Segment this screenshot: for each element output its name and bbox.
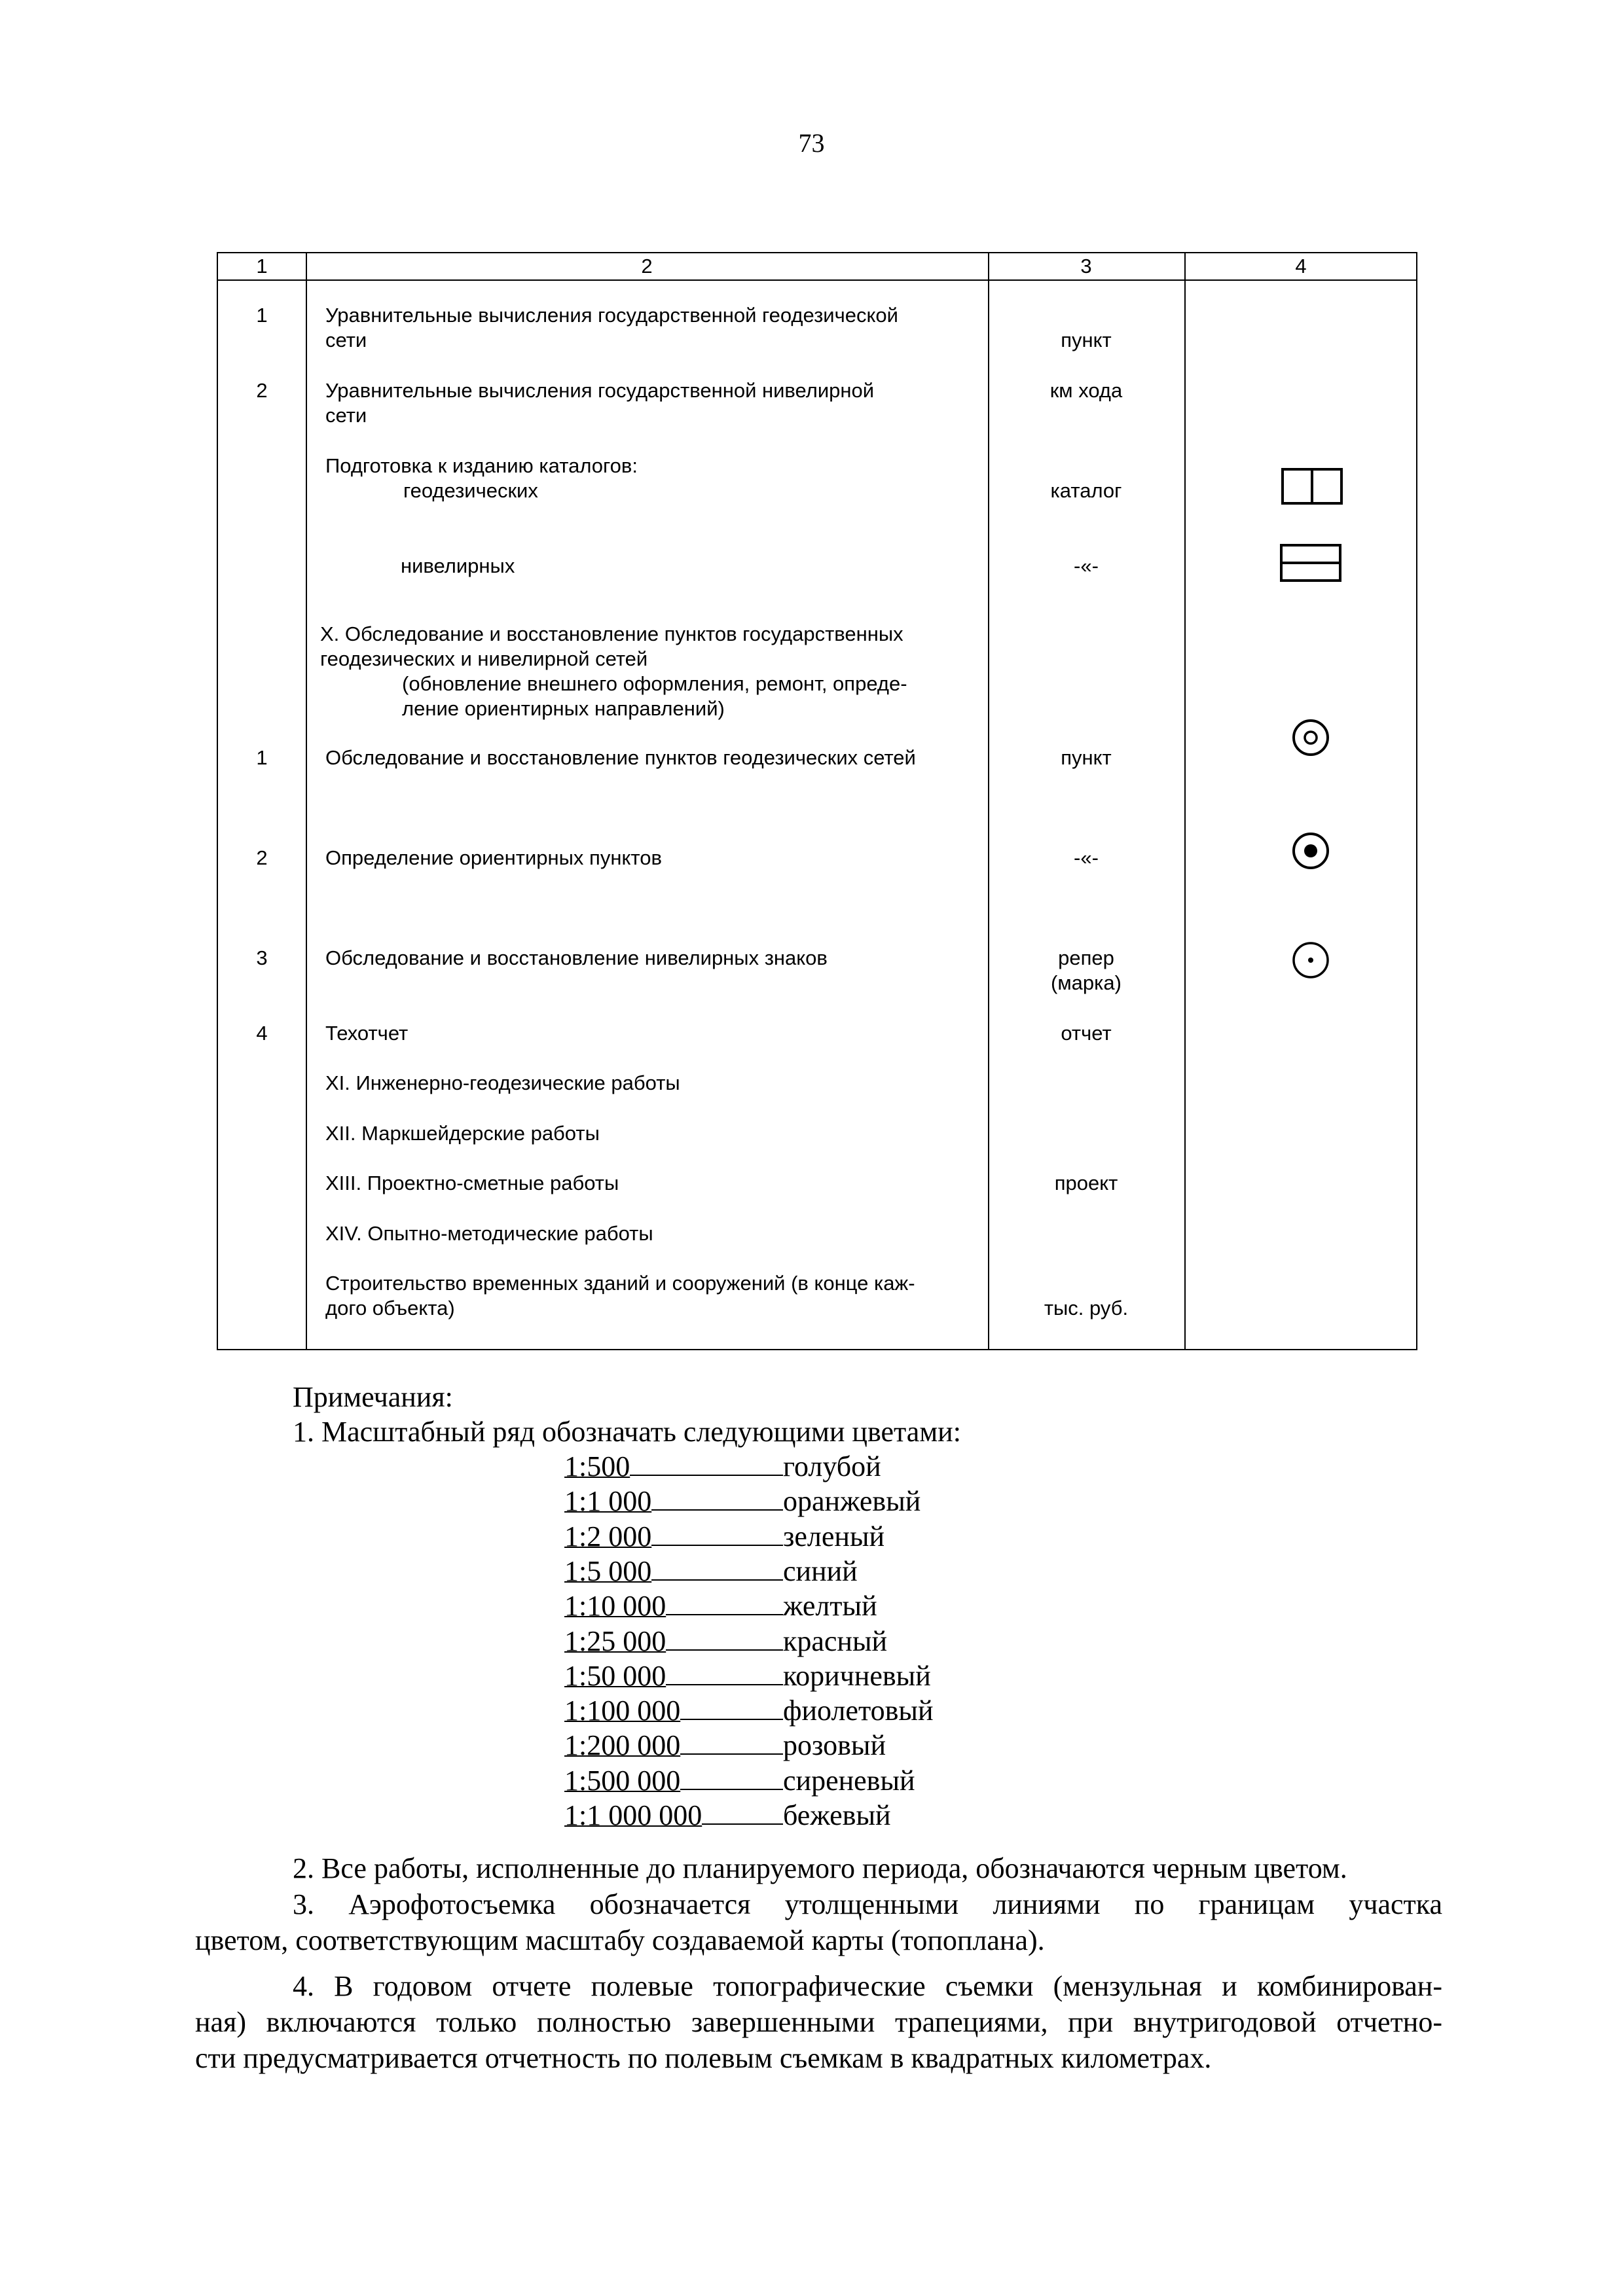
leader-line — [651, 1554, 783, 1581]
row-text: Уравнительные вычисления государственной геодезической — [325, 304, 898, 327]
scale-value: 1:10 000 — [564, 1590, 666, 1623]
column-divider — [1184, 253, 1186, 1349]
row-unit: пункт — [1061, 329, 1112, 351]
scale-color-row — [564, 1728, 886, 1763]
row-number: 1 — [256, 304, 268, 327]
row-text: дого объекта) — [325, 1297, 455, 1319]
scale-value: 1:500 000 — [564, 1764, 681, 1797]
scale-value: 1:100 000 — [564, 1695, 681, 1727]
leader-line — [702, 1799, 783, 1825]
scale-color-row — [564, 1693, 934, 1728]
row-unit: отчет — [1061, 1022, 1112, 1045]
header-divider — [218, 279, 1416, 281]
leader-line — [630, 1450, 783, 1476]
section-title: геодезических и нивелирной сетей — [320, 647, 648, 670]
row-unit: (марка) — [1051, 971, 1122, 994]
scale-value: 1:2 000 — [564, 1520, 652, 1552]
leader-line — [651, 1484, 783, 1511]
scale-color-row — [564, 1659, 931, 1693]
scale-color-row — [564, 1798, 891, 1833]
row-text: сети — [325, 329, 367, 351]
header-col-2: 2 — [641, 255, 653, 278]
row-text: Уравнительные вычисления государственной нивелирной — [325, 379, 875, 402]
row-text: нивелирных — [401, 554, 515, 577]
row-unit: каталог — [1050, 479, 1122, 502]
notes-title: Примечания: — [293, 1381, 453, 1413]
note-3-line: цветом, соответствующим масштабу создаваемой карты (топоплана). — [195, 1924, 1045, 1956]
scale-color-row — [564, 1484, 921, 1518]
works-table — [217, 252, 1417, 1350]
scale-color-row — [564, 1624, 887, 1659]
leader-line — [666, 1624, 783, 1651]
note-4-line: 4. В годовом отчете полевые топографические съемки (мензульная и комбинирован- — [293, 1970, 1442, 2002]
row-unit: проект — [1054, 1172, 1118, 1194]
scale-color-row — [564, 1763, 915, 1798]
note-2: 2. Все работы, исполненные до планируемого периода, обозначаются черным цветом. — [293, 1852, 1347, 1884]
scale-value: 1:50 000 — [564, 1659, 666, 1692]
row-number: 4 — [256, 1022, 268, 1045]
row-text: Обследование и восстановление нивелирных знаков — [325, 946, 828, 969]
column-divider — [306, 253, 307, 1349]
section-note: (обновление внешнего оформления, ремонт, опреде- — [402, 672, 907, 695]
scale-value: 1:500 — [564, 1450, 630, 1482]
row-text: геодезических — [403, 479, 538, 502]
double-box-horizontal-icon — [1280, 544, 1343, 583]
row-number: 2 — [256, 846, 268, 869]
header-col-4: 4 — [1295, 255, 1307, 278]
row-unit: репер — [1058, 946, 1114, 969]
double-box-vertical-icon — [1281, 468, 1344, 506]
scale-color-row — [564, 1449, 881, 1484]
row-number: 2 — [256, 379, 268, 402]
row-number: 3 — [256, 946, 268, 969]
scale-color-name: красный — [783, 1624, 888, 1657]
leader-line — [666, 1589, 783, 1615]
scale-value: 1:1 000 000 — [564, 1799, 702, 1831]
scale-value: 1:1 000 — [564, 1485, 652, 1518]
circle-ring-icon — [1291, 718, 1330, 757]
row-text: Обследование и восстановление пунктов геодезических сетей — [325, 746, 916, 769]
section-title: X. Обследование и восстановление пунктов государственных — [320, 622, 903, 645]
header-col-1: 1 — [256, 255, 268, 278]
leader-line — [680, 1729, 783, 1755]
note-4-line: сти предусматривается отчетность по полевым съемкам в квадратных километрах. — [195, 2042, 1212, 2074]
scale-color-name: сиреневый — [783, 1764, 915, 1797]
row-text: Подготовка к изданию каталогов: — [325, 454, 638, 477]
row-unit: -«- — [1074, 846, 1099, 869]
scale-color-name: бежевый — [783, 1799, 891, 1831]
row-number: 1 — [256, 746, 268, 769]
section-note: ление ориентирных направлений) — [402, 697, 725, 720]
circle-filled-dot-icon — [1291, 831, 1330, 870]
page-number: 73 — [798, 128, 825, 158]
scale-color-name: фиолетовый — [783, 1695, 934, 1727]
scale-color-row — [564, 1588, 877, 1623]
header-col-3: 3 — [1080, 255, 1092, 278]
leader-line — [666, 1659, 783, 1685]
leader-line — [680, 1764, 783, 1790]
scale-color-name: коричневый — [783, 1659, 931, 1692]
row-text: Определение ориентирных пунктов — [325, 846, 662, 869]
section-title: XIV. Опытно-методические работы — [325, 1222, 653, 1245]
note-1: 1. Масштабный ряд обозначать следующими цветами: — [293, 1416, 961, 1448]
row-unit: тыс. руб. — [1044, 1297, 1129, 1319]
row-text: Техотчет — [325, 1022, 409, 1045]
section-title: XII. Маркшейдерские работы — [325, 1122, 600, 1145]
row-unit: пункт — [1061, 746, 1112, 769]
scale-color-row — [564, 1519, 884, 1554]
scale-color-name: розовый — [783, 1729, 886, 1762]
row-unit: км хода — [1049, 379, 1123, 402]
row-text: Строительство временных зданий и сооружений (в конце каж- — [325, 1272, 915, 1295]
leader-line — [651, 1520, 783, 1546]
note-4-line: ная) включаются только полностью завершенными трапециями, при внутригодовой отчетно- — [195, 2006, 1442, 2038]
circle-small-dot-icon — [1291, 941, 1330, 980]
scale-color-name: зеленый — [783, 1520, 885, 1552]
scale-color-name: оранжевый — [783, 1485, 921, 1518]
section-title: XI. Инженерно-геодезические работы — [325, 1071, 680, 1094]
row-text: сети — [325, 404, 367, 427]
scale-value: 1:200 000 — [564, 1729, 681, 1762]
scale-color-name: желтый — [783, 1590, 877, 1623]
section-title: XIII. Проектно-сметные работы — [325, 1172, 619, 1194]
scale-color-name: голубой — [783, 1450, 881, 1482]
scale-color-name: синий — [783, 1554, 858, 1587]
scale-value: 1:25 000 — [564, 1624, 666, 1657]
row-unit: -«- — [1074, 554, 1099, 577]
note-3-line: 3. Аэрофотосъемка обозначается утолщенными линиями по границам участка — [293, 1888, 1442, 1920]
scale-color-row — [564, 1554, 858, 1588]
scale-value: 1:5 000 — [564, 1554, 652, 1587]
leader-line — [680, 1694, 783, 1720]
